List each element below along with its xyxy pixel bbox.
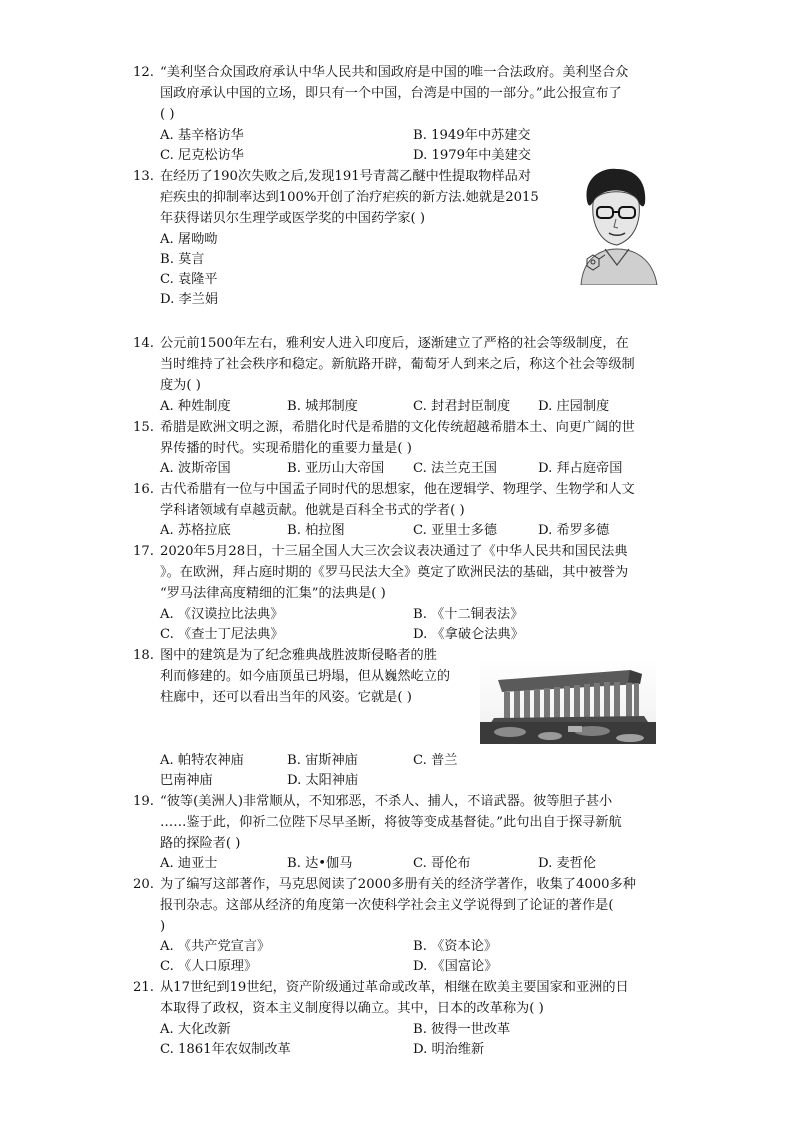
question-line: 疟疾虫的抑制率达到100%开创了治疗疟疾的新方法.她就是2015 <box>160 190 539 205</box>
question-line: 为了编写这部著作，马克思阅读了2000多册有关的经济学著作，收集了4000多种 <box>160 877 636 892</box>
question-text <box>160 977 629 1019</box>
temple-image <box>480 660 656 744</box>
option-c: C. 《人口原理》 <box>160 959 258 974</box>
question-line: 从17世纪到19世纪，资产阶级通过革命或改革，相继在欧美主要国家和亚洲的日 <box>160 980 629 995</box>
question-line: 度为( ) <box>160 378 201 393</box>
option-c: C. 尼克松访华 <box>160 148 244 163</box>
option-a: A. 苏格拉底 <box>160 523 231 538</box>
question-line: 利而修建的。如今庙顶虽已坍塌，但从巍然屹立的 <box>160 669 451 684</box>
option-a: A. 屠呦呦 <box>160 232 218 247</box>
question-line: “彼等(美洲人)非常顺从，不知邪恶，不杀人、捕人，不谙武器。彼等胆子甚小 <box>160 794 613 809</box>
option-d: D. 明治维新 <box>413 1042 485 1057</box>
option-c: C. 法兰克王国 <box>413 461 497 476</box>
option-a: A. 帕特农神庙 <box>160 753 244 768</box>
option-b: B. 《资本论》 <box>413 939 498 954</box>
option-a: A. 《汉谟拉比法典》 <box>160 607 284 622</box>
question-line: 报刊杂志。这部从经济的角度第一次使科学社会主义学说得到了论证的著作是( <box>160 898 614 913</box>
question-line: 公元前1500年左右，雅利安人进入印度后，逐渐建立了严格的社会等级制度，在 <box>160 336 629 351</box>
option-d: D. 《拿破仑法典》 <box>413 627 524 642</box>
question-line: 学科诸领域有卓越贡献。他就是百科全书式的学者( ) <box>160 503 465 518</box>
option-b: B. 柏拉图 <box>287 523 345 538</box>
option-c: C. 亚里士多德 <box>413 523 497 538</box>
question-line: 柱廊中，还可以看出当年的风姿。它就是( ) <box>160 690 412 705</box>
question-line: ……鉴于此，仰祈二位陛下尽早圣断，将彼等变成基督徒。”此句出自于探寻新航 <box>160 815 622 830</box>
question-line: 2020年5月28日，十三届全国人大三次会议表决通过了《中华人民共和国民法典 <box>160 544 628 559</box>
question-text <box>160 541 628 604</box>
question-line: “美利坚合众国政府承认中华人民共和国政府是中国的唯一合法政府。美利坚合众 <box>160 65 629 80</box>
option-b: B. 莫言 <box>160 252 205 267</box>
option-d: D. 庄园制度 <box>538 399 610 414</box>
question-number: 15. <box>133 420 154 435</box>
question-text <box>160 791 622 854</box>
option-d: D. 麦哲伦 <box>538 856 597 871</box>
portrait-image <box>573 163 659 285</box>
question-text <box>160 479 635 521</box>
option-c: C. 袁隆平 <box>160 272 218 287</box>
option-b: B. 《十二铜表法》 <box>413 607 524 622</box>
question-line: “罗马法律高度精细的汇集”的法典是( ) <box>160 586 386 601</box>
option-a: A. 种姓制度 <box>160 399 231 414</box>
question-line: 年获得诺贝尔生理学或医学奖的中国药学家( ) <box>160 211 426 226</box>
option-d: D. 《国富论》 <box>413 959 498 974</box>
option-d: D. 希罗多德 <box>538 523 610 538</box>
option-a: A. 《共产党宣言》 <box>160 939 271 954</box>
question-line: 希腊是欧洲文明之源，希腊化时代是希腊的文化传统超越希腊本土、向更广阔的世 <box>160 420 635 435</box>
question-text <box>160 645 450 708</box>
question-number: 20. <box>133 877 154 892</box>
question-text <box>160 417 635 459</box>
option-b: B. 城邦制度 <box>287 399 358 414</box>
question-number: 18. <box>133 648 154 663</box>
question-line: 古代希腊有一位与中国孟子同时代的思想家，他在逻辑学、物理学、生物学和人文 <box>160 482 635 497</box>
option-b: B. 亚历山大帝国 <box>287 461 385 476</box>
option-d: D. 拜占庭帝国 <box>538 461 623 476</box>
option-c: C. 封君封臣制度 <box>413 399 511 414</box>
option-c: C. 《查士丁尼法典》 <box>160 627 284 642</box>
option-d: D. 李兰娟 <box>160 292 219 307</box>
option-b: B. 1949年中苏建交 <box>413 128 531 143</box>
option-a: A. 迪亚士 <box>160 856 218 871</box>
option-c-continued: 巴南神庙 <box>160 773 213 788</box>
question-line: ) <box>160 919 166 934</box>
option-d: D. 太阳神庙 <box>287 773 359 788</box>
question-line: 在经历了190次失败之后,发现191号青蒿乙醚中性提取物样品对 <box>160 169 532 184</box>
option-b: B. 达•伽马 <box>287 856 353 871</box>
option-a: A. 波斯帝国 <box>160 461 231 476</box>
question-number: 14. <box>133 336 154 351</box>
question-number: 17. <box>133 544 154 559</box>
question-text <box>160 166 539 229</box>
question-number: 21. <box>133 980 154 995</box>
option-a: A. 大化改新 <box>160 1022 231 1037</box>
question-line: 国政府承认中国的立场，即只有一个中国，台湾是中国的一部分。”此公报宣布了 <box>160 86 622 101</box>
question-text <box>160 333 635 396</box>
question-line: 》。在欧洲，拜占庭时期的《罗马民法大全》奠定了欧洲民法的基础，其中被誉为 <box>160 565 629 580</box>
parthenon-photo <box>480 660 656 744</box>
option-b: B. 彼得一世改革 <box>413 1022 511 1037</box>
question-line: ( ) <box>160 107 175 122</box>
question-number: 16. <box>133 482 154 497</box>
question-line: 界传播的时代。实现希腊化的重要力量是( ) <box>160 441 412 456</box>
option-c: C. 1861年农奴制改革 <box>160 1042 291 1057</box>
option-c: C. 哥伦布 <box>413 856 471 871</box>
question-line: 图中的建筑是为了纪念雅典战胜波斯侵略者的胜 <box>160 648 437 663</box>
question-number: 12. <box>133 65 154 80</box>
question-text <box>160 874 636 937</box>
option-b: B. 宙斯神庙 <box>287 753 358 768</box>
option-d: D. 1979年中美建交 <box>413 148 531 163</box>
question-text <box>160 62 628 125</box>
question-line: 本取得了政权，资本主义制度得以确立。其中，日本的改革称为( ) <box>160 1001 544 1016</box>
question-line: 当时维持了社会秩序和稳定。新航路开辟，葡萄牙人到来之后，称这个社会等级制 <box>160 357 635 372</box>
portrait-photo <box>573 163 659 285</box>
question-line: 路的探险者( ) <box>160 836 241 851</box>
option-a: A. 基辛格访华 <box>160 128 244 143</box>
option-c: C. 普兰 <box>413 753 458 768</box>
question-number: 19. <box>133 794 154 809</box>
question-number: 13. <box>133 169 154 184</box>
